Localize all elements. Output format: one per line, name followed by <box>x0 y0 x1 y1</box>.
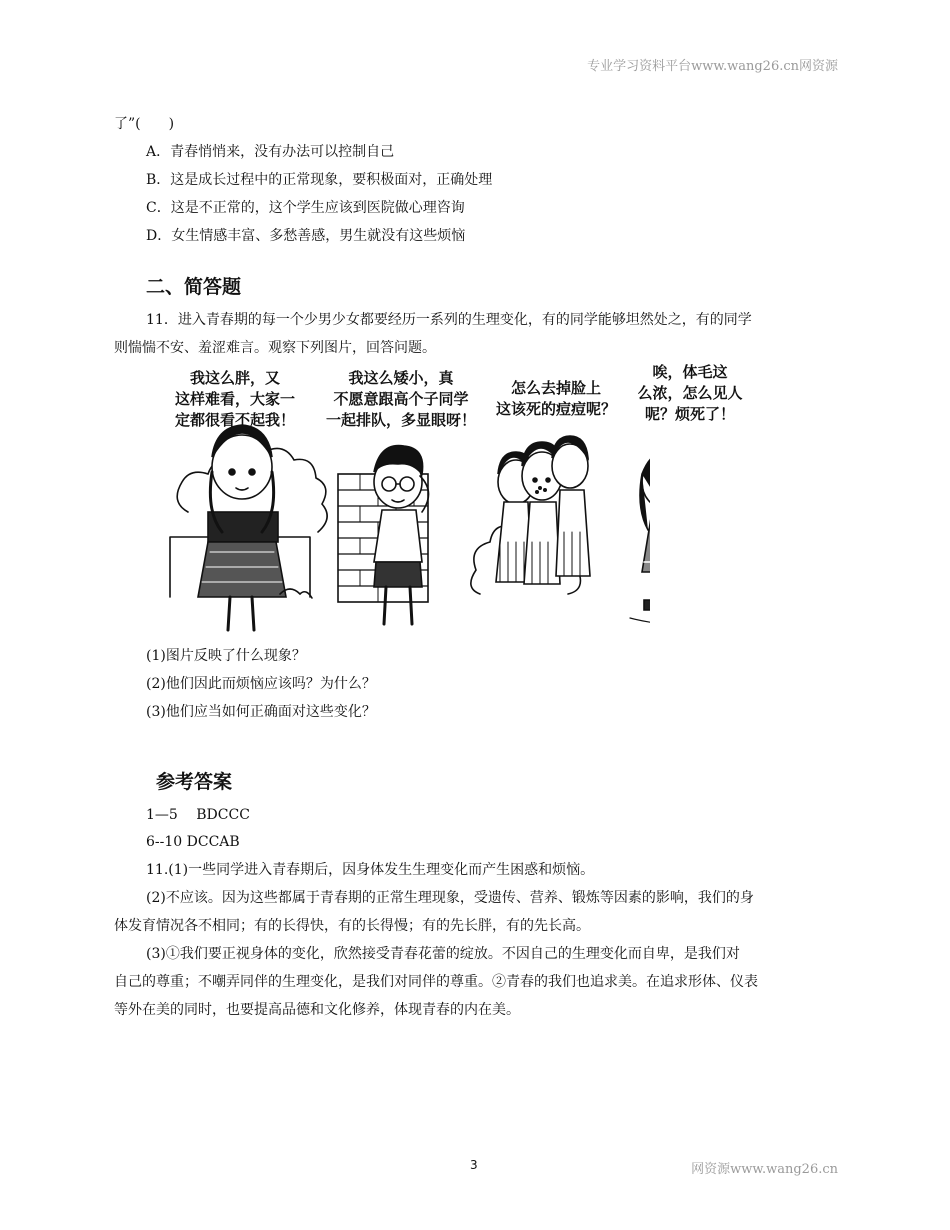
section-title-short-answer: 二、简答题 <box>146 276 242 298</box>
speech-bubble-2-line-2: 不愿意跟高个子同学 <box>333 390 469 408</box>
sub-question-2: (2)他们因此而烦恼应该吗？为什么？ <box>146 676 376 692</box>
speech-bubble-4 <box>632 362 748 425</box>
answers-line-1: 1—5 BDCCC <box>146 807 250 823</box>
question-11-line-2: 则惴惴不安、羞涩难言。观察下列图片，回答问题。 <box>114 340 436 356</box>
speech-bubble-4-line-3: 呢？烦死了！ <box>644 405 735 423</box>
speech-bubble-1-line-3: 定都很看不起我！ <box>174 411 295 429</box>
cartoon-illustration <box>160 362 743 637</box>
speech-bubble-2-line-3: 一起排队，多显眼呀！ <box>325 411 476 429</box>
speech-bubble-2 <box>316 368 486 431</box>
answer-11-3-line-1: (3)①我们要正视身体的变化，欣然接受青春花蕾的绽放。不因自己的生理变化而自卑，是我们对 <box>146 946 740 962</box>
answer-11-2-line-2: 体发育情况各不相同；有的长得快，有的长得慢；有的先长胖，有的先长高。 <box>114 918 590 934</box>
page-number: 3 <box>470 1158 478 1172</box>
answer-11-3-line-2: 自己的尊重；不嘲弄同伴的生理变化，是我们对同伴的尊重。②青春的我们也追求美。在追求形体、仪表 <box>114 974 758 990</box>
answer-11-1: 11.(1)一些同学进入青春期后，因身体发生生理变化而产生困惑和烦恼。 <box>146 862 595 878</box>
speech-bubble-1-line-1: 我这么胖，又 <box>189 369 280 387</box>
speech-bubble-3-line-2: 这该死的痘痘呢？ <box>495 400 616 418</box>
answer-11-2-line-1: (2)不应该。因为这些都属于青春期的正常生理现象，受遗传、营养、锻炼等因素的影响，我们的身 <box>146 890 754 906</box>
speech-bubble-3-line-1: 怎么去掉脸上 <box>510 379 601 397</box>
sub-question-3: (3)他们应当如何正确面对这些变化？ <box>146 704 376 720</box>
speech-bubble-4-line-1: 唉，体毛这 <box>652 363 728 381</box>
speech-bubble-1 <box>170 368 300 431</box>
option-c: C．这是不正常的，这个学生应该到医院做心理咨询 <box>146 200 465 216</box>
speech-bubble-1-line-2: 这样难看，大家一 <box>174 390 295 408</box>
answer-11-3-line-3: 等外在美的同时，也要提高品德和文化修养，体现青春的内在美。 <box>114 1002 520 1018</box>
header-watermark: 专业学习资料平台www.wang26.cn网资源 <box>587 59 838 74</box>
sub-question-1: (1)图片反映了什么现象？ <box>146 648 306 664</box>
answers-line-2: 6--10 DCCAB <box>146 834 240 850</box>
speech-bubble-4-line-2: 么浓，怎么见人 <box>637 384 743 402</box>
option-d: D．女生情感丰富、多愁善感，男生就没有这些烦恼 <box>146 228 466 244</box>
question-10-tail: 了”( ) <box>114 116 175 132</box>
option-a: A．青春悄悄来，没有办法可以控制自己 <box>146 144 395 160</box>
answers-title: 参考答案 <box>156 771 233 793</box>
speech-bubble-3 <box>490 378 622 420</box>
option-b: B．这是成长过程中的正常现象，要积极面对，正确处理 <box>146 172 493 188</box>
footer-watermark: 网资源www.wang26.cn <box>691 1162 838 1177</box>
speech-bubble-2-line-1: 我这么矮小，真 <box>348 369 454 387</box>
question-11-line-1: 11．进入青春期的每一个少男少女都要经历一系列的生理变化，有的同学能够坦然处之，有的同学 <box>146 312 752 328</box>
